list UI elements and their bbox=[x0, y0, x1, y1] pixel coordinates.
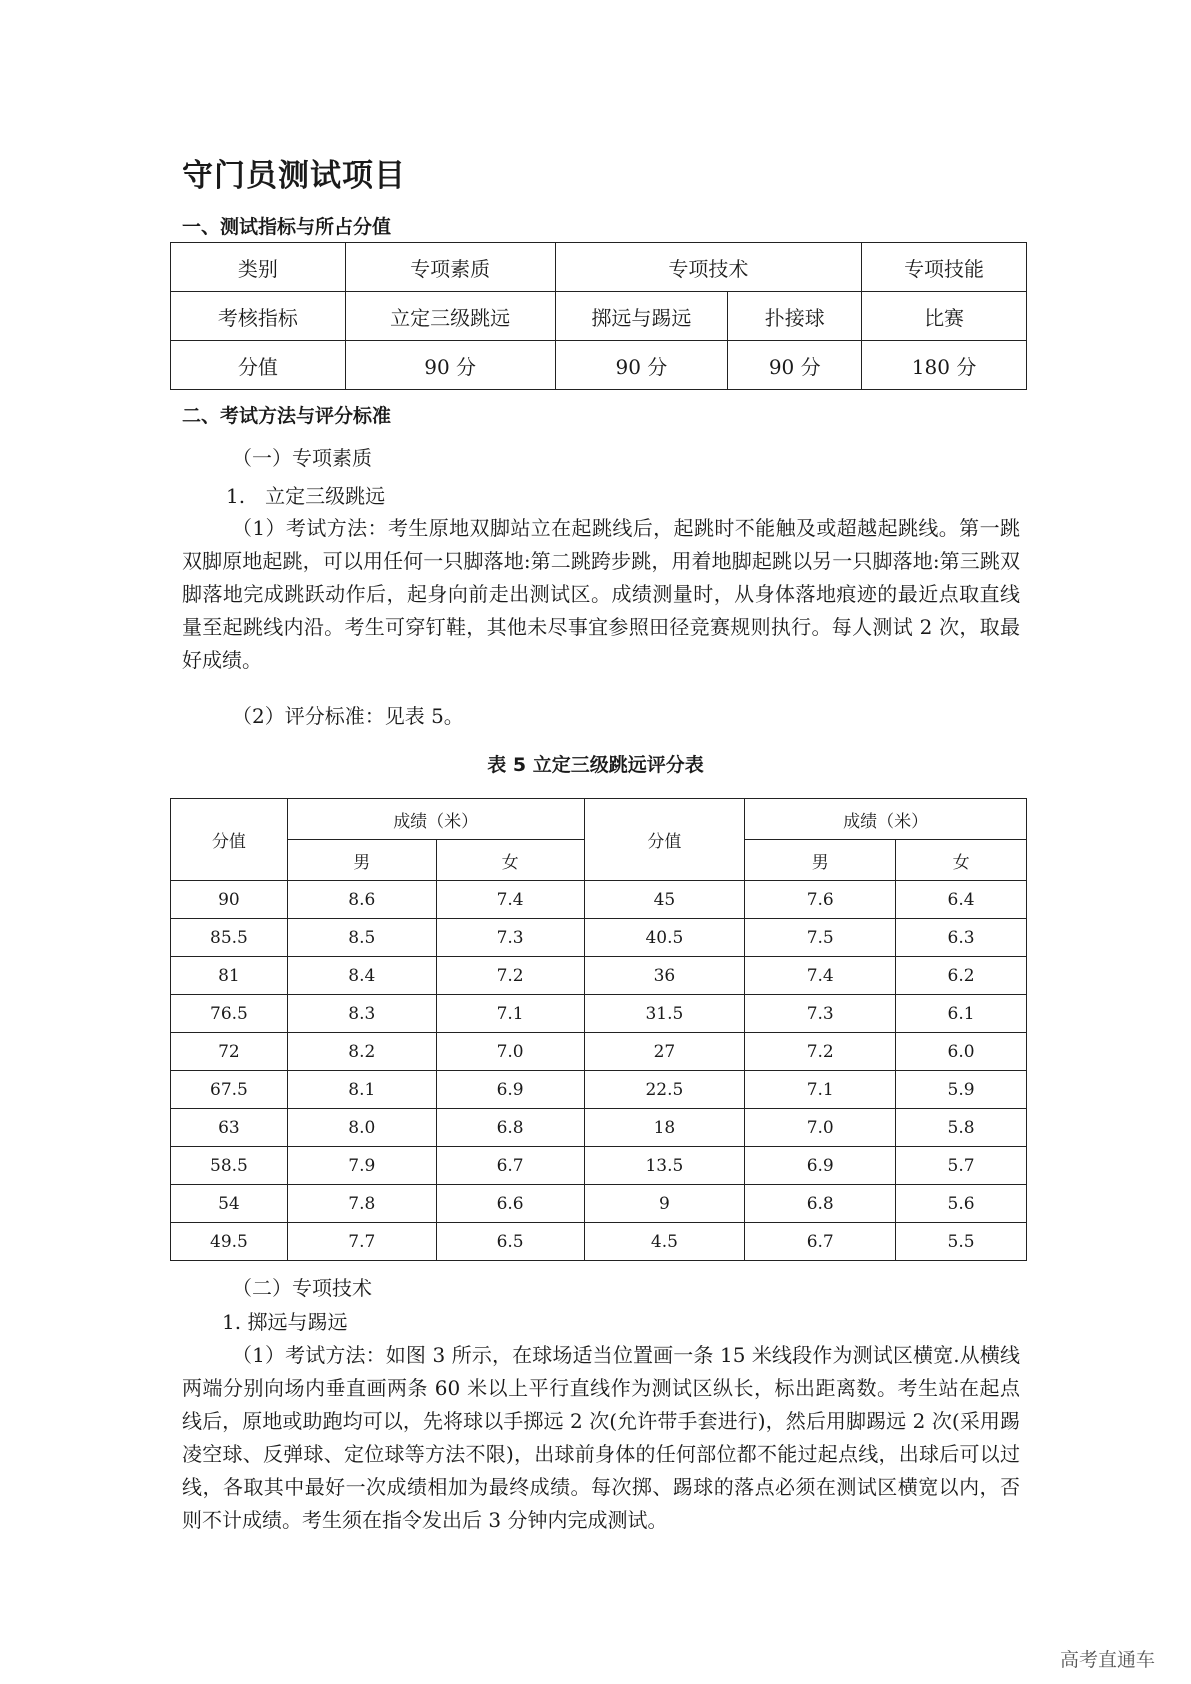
item-heading-2: 1. 掷远与踢远 bbox=[222, 1310, 348, 1334]
column-header-female: 女 bbox=[436, 840, 584, 881]
table-cell: 8.0 bbox=[287, 1109, 436, 1147]
table-row bbox=[171, 292, 1027, 341]
table-row bbox=[171, 1071, 1027, 1109]
table-cell: 72 bbox=[171, 1033, 288, 1071]
table-cell: 7.6 bbox=[745, 881, 896, 919]
table-cell: 8.2 bbox=[287, 1033, 436, 1071]
table-header-row bbox=[171, 799, 1027, 840]
table-row bbox=[171, 243, 1027, 292]
table-row bbox=[171, 1033, 1027, 1071]
table-cell: 7.1 bbox=[745, 1071, 896, 1109]
table-cell: 6.4 bbox=[896, 881, 1027, 919]
scores-overview-table bbox=[170, 242, 1027, 390]
table-cell: 90 分 bbox=[345, 341, 555, 390]
table-cell: 6.6 bbox=[436, 1185, 584, 1223]
table-cell: 6.1 bbox=[896, 995, 1027, 1033]
table-cell: 90 bbox=[171, 881, 288, 919]
watermark: 高考直通车 bbox=[1060, 1649, 1156, 1671]
section-heading-1: 一、测试指标与所占分值 bbox=[182, 216, 392, 238]
table-cell: 掷远与踢远 bbox=[555, 292, 728, 341]
table-row bbox=[171, 1109, 1027, 1147]
column-header-female: 女 bbox=[896, 840, 1027, 881]
table-row bbox=[171, 341, 1027, 390]
table-cell: 5.8 bbox=[896, 1109, 1027, 1147]
table-cell: 7.0 bbox=[745, 1109, 896, 1147]
column-header-male: 男 bbox=[745, 840, 896, 881]
subsection-heading-1: （一）专项素质 bbox=[232, 446, 372, 470]
table-caption: 表 5 立定三级跳远评分表 bbox=[487, 754, 704, 776]
table-cell: 63 bbox=[171, 1109, 288, 1147]
table-cell: 6.9 bbox=[436, 1071, 584, 1109]
table-cell: 67.5 bbox=[171, 1071, 288, 1109]
table-cell: 7.2 bbox=[436, 957, 584, 995]
table-cell: 6.9 bbox=[745, 1147, 896, 1185]
table-row bbox=[171, 1223, 1027, 1261]
table-cell: 5.6 bbox=[896, 1185, 1027, 1223]
table-cell: 18 bbox=[584, 1109, 745, 1147]
table-cell: 6.2 bbox=[896, 957, 1027, 995]
table-cell: 58.5 bbox=[171, 1147, 288, 1185]
table-cell: 7.3 bbox=[436, 919, 584, 957]
table-cell: 7.2 bbox=[745, 1033, 896, 1071]
table-cell: 5.7 bbox=[896, 1147, 1027, 1185]
table-cell: 5.9 bbox=[896, 1071, 1027, 1109]
table-cell: 54 bbox=[171, 1185, 288, 1223]
table-cell: 8.3 bbox=[287, 995, 436, 1033]
table-cell: 27 bbox=[584, 1033, 745, 1071]
table-cell: 6.7 bbox=[436, 1147, 584, 1185]
table-cell: 13.5 bbox=[584, 1147, 745, 1185]
table-row bbox=[171, 1185, 1027, 1223]
column-header-score: 分值 bbox=[171, 799, 288, 881]
table-cell: 85.5 bbox=[171, 919, 288, 957]
table-cell: 7.3 bbox=[745, 995, 896, 1033]
subsection-heading-2: （二）专项技术 bbox=[232, 1276, 372, 1300]
table-cell: 22.5 bbox=[584, 1071, 745, 1109]
scoring-table-5 bbox=[170, 798, 1027, 1261]
table-cell: 6.0 bbox=[896, 1033, 1027, 1071]
table-cell: 7.5 bbox=[745, 919, 896, 957]
table-row bbox=[171, 995, 1027, 1033]
table-cell: 8.6 bbox=[287, 881, 436, 919]
table-cell: 31.5 bbox=[584, 995, 745, 1033]
paragraph-criteria-1: （2）评分标准：见表 5。 bbox=[232, 704, 464, 728]
table-cell: 8.5 bbox=[287, 919, 436, 957]
page-title: 守门员测试项目 bbox=[182, 158, 406, 194]
table-cell: 类别 bbox=[171, 243, 346, 292]
table-cell: 81 bbox=[171, 957, 288, 995]
table-cell: 专项素质 bbox=[345, 243, 555, 292]
column-header-male: 男 bbox=[287, 840, 436, 881]
table-cell: 90 分 bbox=[728, 341, 862, 390]
table-cell: 7.4 bbox=[436, 881, 584, 919]
table-cell: 90 分 bbox=[555, 341, 728, 390]
table-cell: 49.5 bbox=[171, 1223, 288, 1261]
table-cell: 6.7 bbox=[745, 1223, 896, 1261]
table-cell: 7.1 bbox=[436, 995, 584, 1033]
table-cell: 8.1 bbox=[287, 1071, 436, 1109]
table-row bbox=[171, 919, 1027, 957]
table-cell: 4.5 bbox=[584, 1223, 745, 1261]
table-cell: 分值 bbox=[171, 341, 346, 390]
column-header-score: 分值 bbox=[584, 799, 745, 881]
table-cell: 7.9 bbox=[287, 1147, 436, 1185]
table-cell: 8.4 bbox=[287, 957, 436, 995]
table-cell: 考核指标 bbox=[171, 292, 346, 341]
table-row bbox=[171, 957, 1027, 995]
section-heading-2: 二、考试方法与评分标准 bbox=[182, 405, 392, 427]
paragraph-method-2: （1）考试方法：如图 3 所示，在球场适当位置画一条 15 米线段作为测试区横宽.从横线两端分别向场内垂直画两条 60 米以上平行直线作为测试区纵长，标出距离数。考生站在起点线后，原地或助跑均可以，先将球以手掷远 2 次(允许带手套进行)，然后用脚踢远 2 次(采用踢凌空球、反弹球、定位球等方法不限)，出球前身体的任何部位都不能过起点线，出球后可以过线，各取其中最好一次成绩相加为最终成绩。每次掷、踢球的落点必须在测试区横宽以内，否则不计成绩。考生须在指令发出后 3 分钟内完成测试。 bbox=[182, 1343, 1020, 1532]
table-cell: 7.8 bbox=[287, 1185, 436, 1223]
table-cell: 7.4 bbox=[745, 957, 896, 995]
table-cell: 专项技术 bbox=[555, 243, 862, 292]
table-cell: 40.5 bbox=[584, 919, 745, 957]
table-cell: 45 bbox=[584, 881, 745, 919]
table-cell: 6.3 bbox=[896, 919, 1027, 957]
column-header-result: 成绩（米） bbox=[287, 799, 584, 840]
table-cell: 比赛 bbox=[862, 292, 1027, 341]
table-row bbox=[171, 881, 1027, 919]
table-cell: 76.5 bbox=[171, 995, 288, 1033]
paragraph-method-1: （1）考试方法：考生原地双脚站立在起跳线后，起跳时不能触及或超越起跳线。第一跳双脚原地起跳，可以用任何一只脚落地:第二跳跨步跳，用着地脚起跳以另一只脚落地:第三跳双脚落地完成跳跃动作后，起身向前走出测试区。成绩测量时，从身体落地痕迹的最近点取直线量至起跳线内沿。考生可穿钉鞋，其他未尽事宜参照田径竞赛规则执行。每人测试 2 次，取最好成绩。 bbox=[182, 516, 1020, 672]
column-header-result: 成绩（米） bbox=[745, 799, 1027, 840]
table-cell: 立定三级跳远 bbox=[345, 292, 555, 341]
table-cell: 7.0 bbox=[436, 1033, 584, 1071]
table-cell: 专项技能 bbox=[862, 243, 1027, 292]
item-heading-1: 1. 立定三级跳远 bbox=[226, 484, 386, 508]
table-cell: 6.8 bbox=[745, 1185, 896, 1223]
table-cell: 9 bbox=[584, 1185, 745, 1223]
table-cell: 180 分 bbox=[862, 341, 1027, 390]
table-cell: 5.5 bbox=[896, 1223, 1027, 1261]
table-cell: 扑接球 bbox=[728, 292, 862, 341]
table-cell: 6.8 bbox=[436, 1109, 584, 1147]
table-cell: 7.7 bbox=[287, 1223, 436, 1261]
table-row bbox=[171, 1147, 1027, 1185]
table-cell: 36 bbox=[584, 957, 745, 995]
table-cell: 6.5 bbox=[436, 1223, 584, 1261]
